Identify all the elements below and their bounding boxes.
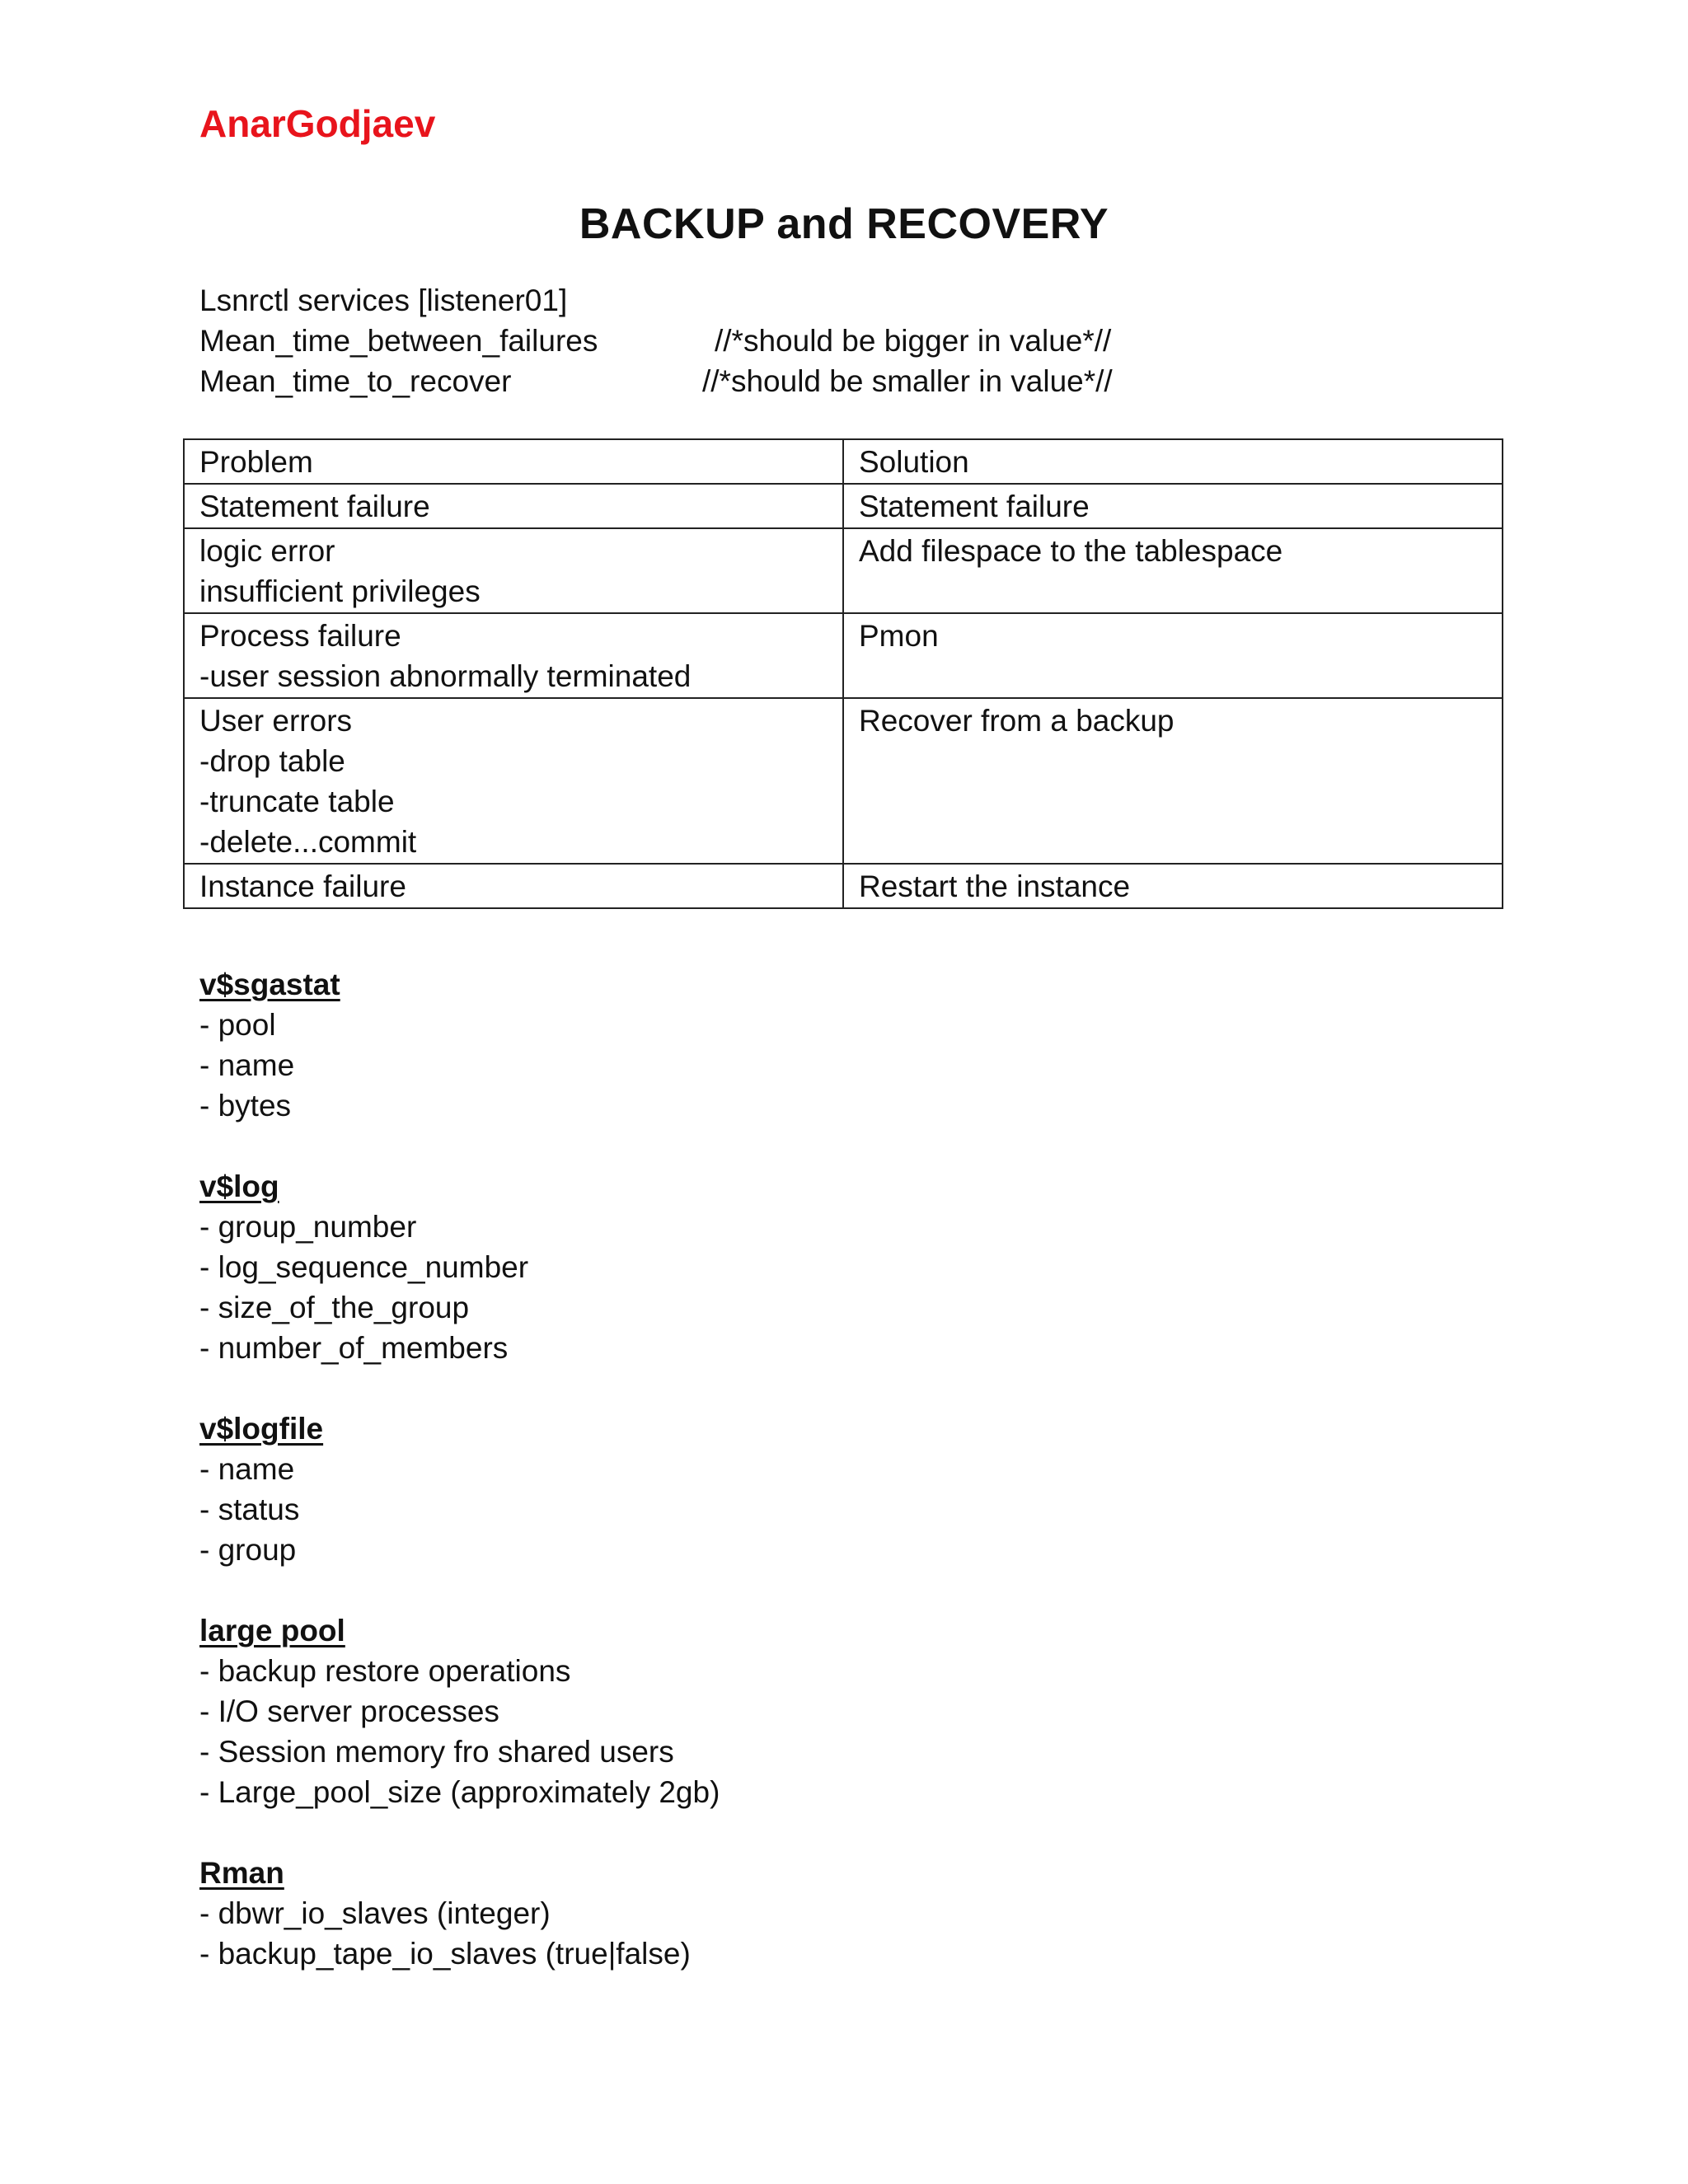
problem-cell	[184, 698, 843, 864]
problem-cell	[184, 613, 843, 698]
table-row	[184, 864, 1503, 908]
intro-line	[199, 361, 1113, 401]
list-item: - pool	[199, 1008, 276, 1042]
table-row	[184, 613, 1503, 698]
problem-solution-table	[183, 438, 1503, 909]
solution-cell	[843, 528, 1503, 613]
header-solution: Solution	[843, 439, 1503, 484]
list-item: - name	[199, 1452, 295, 1486]
list-item: - I/O server processes	[199, 1694, 499, 1728]
section-list	[199, 1207, 720, 1368]
solution-cell	[843, 698, 1503, 864]
list-item: - size_of_the_group	[199, 1291, 470, 1324]
intro-text: Mean_time_to_recover	[199, 364, 512, 398]
list-item: - group_number	[199, 1210, 417, 1244]
table-row	[184, 484, 1503, 528]
list-item: - backup_tape_io_slaves (true|false)	[199, 1937, 691, 1971]
problem-cell	[184, 864, 843, 908]
list-item: - Large_pool_size (approximately 2gb)	[199, 1775, 720, 1809]
list-item: - number_of_members	[199, 1331, 509, 1365]
document-title: BACKUP and RECOVERY	[579, 200, 1109, 248]
problem-line: User errors	[199, 704, 353, 738]
problem-line: -user session abnormally terminated	[199, 659, 692, 693]
intro-text: Lsnrctl services [listener01]	[199, 284, 568, 317]
intro-block	[199, 280, 1113, 401]
list-item: - backup restore operations	[199, 1654, 571, 1688]
table-row	[184, 698, 1503, 864]
solution-line: Recover from a backup	[859, 704, 1175, 738]
notes-section	[199, 1853, 720, 1974]
problem-line: insufficient privileges	[199, 574, 481, 608]
problem-line: -delete...commit	[199, 825, 417, 859]
problem-line: Statement failure	[199, 490, 430, 523]
author-name: AnarGodjaev	[199, 102, 436, 145]
problem-line: Instance failure	[199, 869, 406, 903]
intro-note: //*should be smaller in value*//	[702, 364, 1113, 398]
solution-cell	[843, 864, 1503, 908]
table-header-row	[184, 439, 1503, 484]
section-list	[199, 1651, 720, 1812]
solution-line: Pmon	[859, 619, 939, 653]
problem-line: -truncate table	[199, 785, 395, 818]
problem-line: logic error	[199, 534, 335, 568]
list-item: - group	[199, 1533, 297, 1567]
section-list	[199, 1005, 720, 1126]
section-list	[199, 1893, 720, 1974]
problem-line: Process failure	[199, 619, 401, 653]
list-item: - log_sequence_number	[199, 1250, 529, 1284]
section-heading: Rman	[199, 1856, 284, 1890]
notes-section	[199, 1166, 720, 1368]
solution-cell	[843, 484, 1503, 528]
section-list	[199, 1449, 720, 1570]
notes-section	[199, 1610, 720, 1812]
header-problem: Problem	[184, 439, 843, 484]
list-item: - name	[199, 1048, 295, 1082]
solution-line: Add filespace to the tablespace	[859, 534, 1283, 568]
intro-line	[199, 321, 1112, 361]
list-item: - bytes	[199, 1089, 292, 1122]
problem-cell	[184, 528, 843, 613]
notes-section	[199, 1408, 720, 1570]
intro-line	[199, 280, 598, 321]
intro-note: //*should be bigger in value*//	[715, 324, 1112, 358]
list-item: - status	[199, 1493, 300, 1526]
solution-line: Restart the instance	[859, 869, 1131, 903]
section-heading: v$log	[199, 1169, 279, 1203]
notes-sections	[199, 964, 720, 2014]
section-heading: v$sgastat	[199, 968, 340, 1001]
intro-text: Mean_time_between_failures	[199, 324, 598, 358]
solution-cell	[843, 613, 1503, 698]
problem-line: -drop table	[199, 744, 345, 778]
list-item: - Session memory fro shared users	[199, 1735, 674, 1769]
list-item: - dbwr_io_slaves (integer)	[199, 1896, 551, 1930]
notes-section	[199, 964, 720, 1126]
section-heading: large pool	[199, 1614, 345, 1647]
table-row	[184, 528, 1503, 613]
solution-line: Statement failure	[859, 490, 1090, 523]
problem-cell	[184, 484, 843, 528]
section-heading: v$logfile	[199, 1412, 324, 1446]
